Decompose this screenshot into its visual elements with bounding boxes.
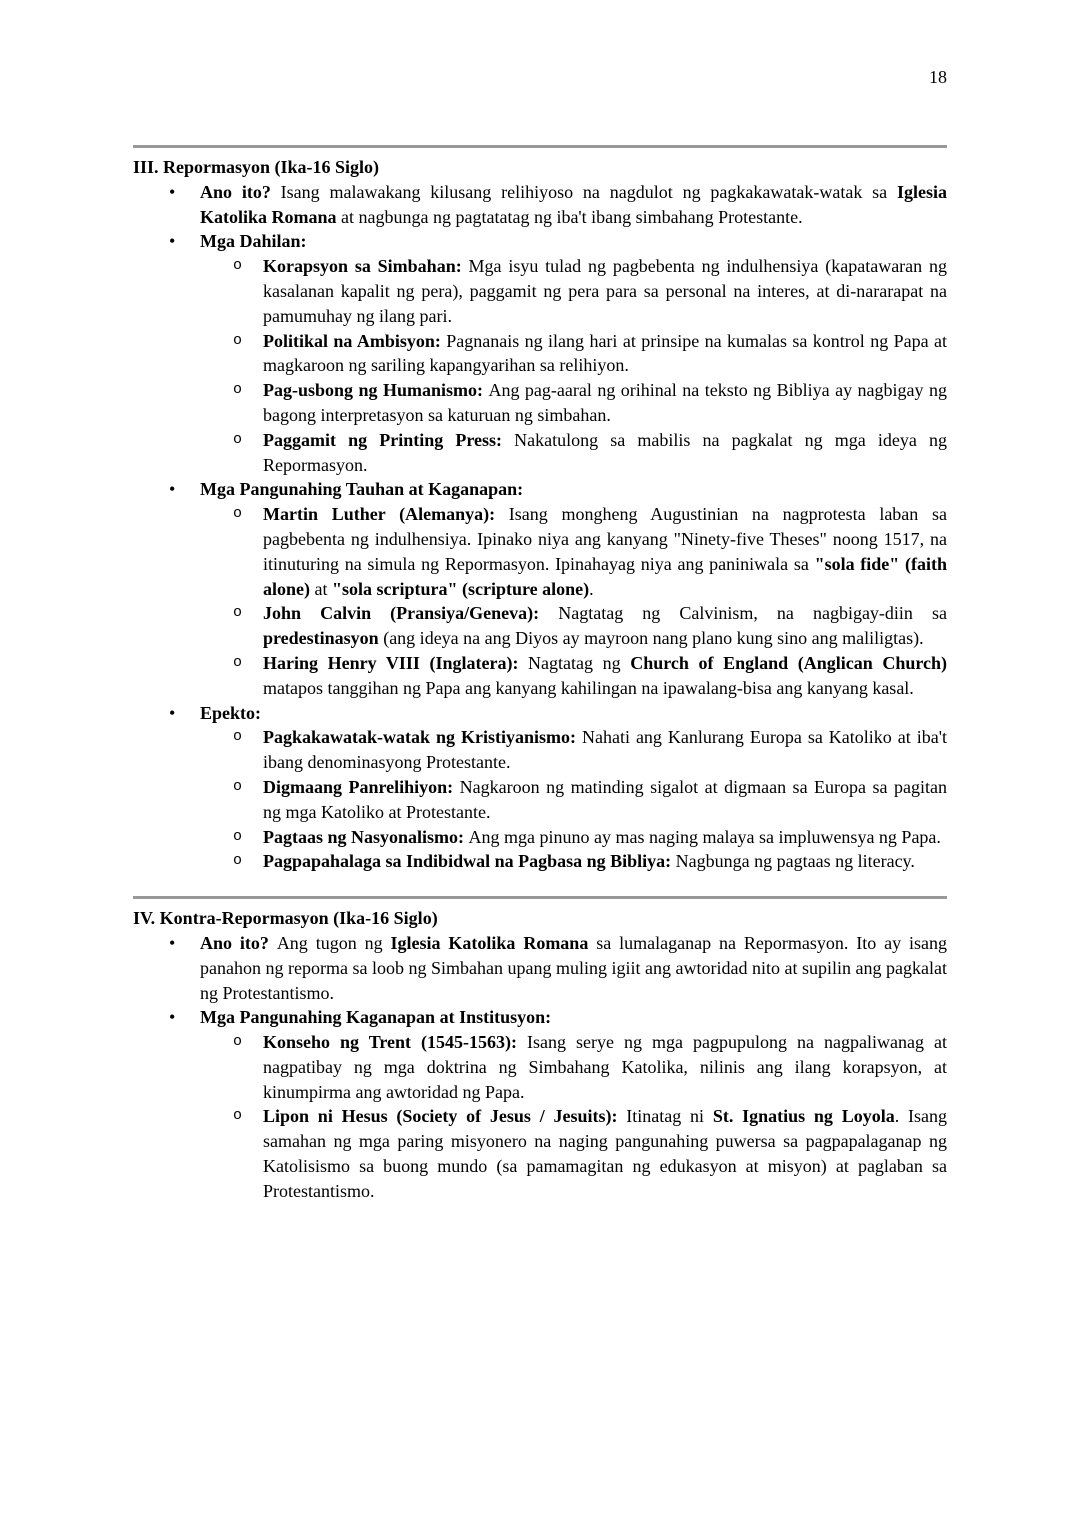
list-item-text: Pagtaas ng Nasyonalismo: Ang mga pinuno ay mas naging malaya sa impluwensya ng Papa. — [263, 826, 941, 847]
list-item-text: Ano ito? Isang malawakang kilusang relihiyoso na nagdulot ng pagkakawatak-watak sa Iglesia Katolika Romana at nagbunga ng pagtatatag ng iba't ibang simbahang Protestante. — [200, 181, 947, 227]
bullet-disc-marker: • — [169, 479, 176, 500]
list-item-text: Martin Luther (Alemanya): Isang mongheng Augustinian na nagprotesta laban sa pagbebenta ng indulhensiya. Ipinako niya ang kanyang "Ninety-five Theses" noong 1517, na itinuturing na simula ng Repormasyon. Ipinahayag niya ang paniniwala sa "sola fide" (faith alone) at "sola scriptura" (scripture alone). — [263, 504, 948, 599]
list-item — [133, 825, 947, 850]
bullet-disc-marker: • — [169, 181, 176, 202]
list-item-text: Pagkakawatak-watak ng Kristiyanismo: Nahati ang Kanlurang Europa sa Katoliko at iba't ibang denominasyong Protestante. — [263, 727, 947, 773]
bullet-circle-marker: o — [233, 653, 243, 671]
list-item — [133, 931, 947, 1005]
list-item — [133, 254, 947, 328]
list-item — [133, 502, 947, 601]
section-heading: IV. Kontra-Repormasyon (Ika-16 Siglo) — [133, 908, 438, 929]
list-item-text: Mga Dahilan: — [200, 231, 307, 252]
bullet-disc-marker: • — [169, 231, 176, 252]
list-item — [133, 428, 947, 478]
section-heading: III. Repormasyon (Ika-16 Siglo) — [133, 157, 380, 177]
list-item-text: Korapsyon sa Simbahan: Mga isyu tulad ng pagbebenta ng indulhensiya (kapatawaran ng kasalanan kapalit ng pera), paggamit ng pera para sa personal na interes, at di-nararapat na pamumuhay ng ilang pari. — [263, 256, 947, 326]
bullet-circle-marker: o — [233, 827, 243, 845]
list-item — [133, 775, 947, 825]
bullet-circle-marker: o — [233, 604, 243, 622]
section-divider — [133, 145, 947, 148]
bullet-circle-marker: o — [233, 728, 243, 746]
list-item — [133, 725, 947, 775]
list-item-text: Ano ito? Ang tugon ng Iglesia Katolika Romana sa lumalaganap na Repormasyon. Ito ay isang panahon ng reporma sa loob ng Simbahan upang muling igiit ang awtoridad nito at supilin ang pagkalat ng Protestantismo. — [200, 932, 948, 1003]
list-item-text: Politikal na Ambisyon: Pagnanais ng ilang hari at prinsipe na kumalas sa kontrol ng Papa at magkaroon ng sariling kapangyarihan sa relihiyon. — [263, 330, 947, 376]
list-item-text: Pagpapahalaga sa Indibidwal na Pagbasa ng Bibliya: Nagbunga ng pagtaas ng literacy. — [263, 851, 915, 872]
list-item — [133, 378, 947, 428]
bullet-disc-marker: • — [169, 702, 176, 723]
list-item — [133, 1030, 947, 1104]
list-item-text: Lipon ni Hesus (Society of Jesus / Jesuits): Itinatag ni St. Ignatius ng Loyola. Isang samahan ng mga paring misyonero na naging pangunahing puwersa sa pagpapalaganap ng Katolisismo sa buong mundo (sa pamamagitan ng edukasyon at misyon) at paglaban sa Protestantismo. — [263, 1106, 947, 1201]
list-item-text: Konseho ng Trent (1545-1563): Isang serye ng mga pagpupulong na nagpaliwanag at nagpatibay ng mga doktrina ng Simbahang Katolika, nilinis ang ilang korapsyon, at kinumpirma ang awtoridad ng Papa. — [263, 1032, 947, 1102]
list-item — [133, 651, 947, 701]
bullet-circle-marker: o — [233, 1033, 243, 1051]
list-item-text: Paggamit ng Printing Press: Nakatulong sa mabilis na pagkalat ng mga ideya ng Repormasyon. — [263, 429, 947, 475]
bullet-disc-marker: • — [169, 1007, 176, 1028]
page-number: 18 — [929, 67, 947, 87]
list-item — [133, 229, 947, 254]
list-item-text: Mga Pangunahing Kaganapan at Institusyon: — [200, 1007, 552, 1028]
bullet-circle-marker: o — [233, 257, 243, 275]
list-item — [133, 1005, 947, 1030]
bullet-circle-marker: o — [233, 505, 243, 523]
bullet-circle-marker: o — [233, 777, 243, 795]
list-item-text: Haring Henry VIII (Inglatera): Nagtatag ng Church of England (Anglican Church) matapos tanggihan ng Papa ang kanyang kahilingan na ipawalang-bisa ang kanyang kasal. — [263, 652, 948, 698]
bullet-circle-marker: o — [233, 852, 243, 870]
bullet-circle-marker: o — [233, 381, 243, 399]
list-item — [133, 601, 947, 651]
bullet-circle-marker: o — [233, 331, 243, 349]
list-item — [133, 477, 947, 502]
list-item-text: Epekto: — [200, 702, 262, 723]
section-divider — [133, 896, 947, 899]
list-item — [133, 1104, 947, 1203]
list-item-text: Digmaang Panrelihiyon: Nagkaroon ng matinding sigalot at digmaan sa Europa sa pagitan ng mga Katoliko at Protestante. — [263, 776, 947, 822]
list-item — [133, 849, 947, 874]
list-item-text: Mga Pangunahing Tauhan at Kaganapan: — [200, 479, 524, 500]
list-item — [133, 701, 947, 726]
document-content — [133, 145, 947, 1204]
list-item — [133, 180, 947, 230]
bullet-circle-marker: o — [233, 430, 243, 448]
list-item — [133, 329, 947, 379]
bullet-circle-marker: o — [233, 1107, 243, 1125]
list-item-text: John Calvin (Pransiya/Geneva): Nagtatag ng Calvinism, na nagbigay-diin sa predestinasyon (ang ideya na ang Diyos ay mayroon nang plano kung sino ang maliligtas). — [263, 603, 947, 649]
list-item-text: Pag-usbong ng Humanismo: Ang pag-aaral ng orihinal na teksto ng Bibliya ay nagbigay ng bagong interpretasyon sa katuruan ng simbahan. — [263, 380, 947, 425]
bullet-disc-marker: • — [169, 932, 176, 953]
